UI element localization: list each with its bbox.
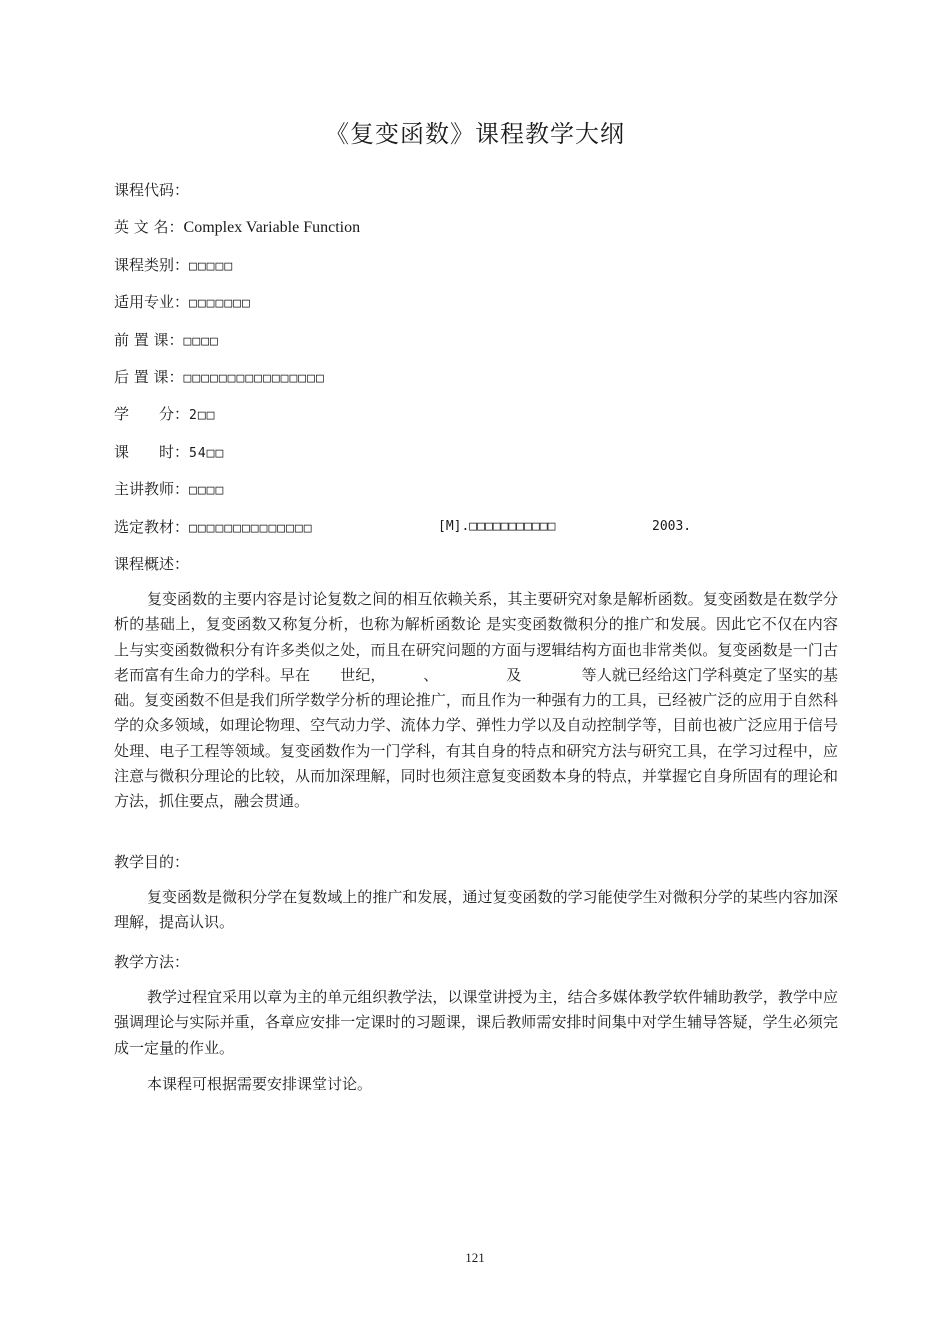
follow-up-field <box>114 366 325 390</box>
overview-paragraph: 复变函数的主要内容是讨论复数之间的相互依赖关系，其主要研究对象是解析函数。复变函数是在数学分析的基础上，复变函数又称复分析，也称为解析函数论 是实变函数微积分的推广和发展。因此它不仅在内容上与实变函数微积分有许多类似之处，而且在研究问题的方面与逻辑结构方面也非常类似。复变函数是一门古老而富有生命力的学科。早在 世纪， 、 及 等人就已经给这门学科奠定了坚实的基础。复变函数不但是我们所学数学分析的理论推广，而且作为一种强有力的工具，已经被广泛的应用于自然科学的众多领域，如理论物理、空气动力学、流体力学、弹性力学以及自动控制学等，目前也被广泛应用于信号处理、电子工程等领域。复变函数作为一门学科，有其自身的特点和研究方法与研究工具，在学习过程中，应注意与微积分理论的比较，从而加深理解，同时也须注意复变函数本身的特点，并掌握它自身所固有的理论和方法，抓住要点，融会贯通。 <box>114 590 838 811</box>
method-paragraph: 教学过程宜采用以章为主的单元组织教学法，以课堂讲授为主，结合多媒体教学软件辅助教学，教学中应强调理论与实际并重，各章应安排一定课时的习题课，课后教师需安排时间集中对学生辅导答疑，学生必须完成一定量的作业。 <box>114 988 838 1057</box>
textbook-value-publisher: [M].□□□□□□□□□□□ <box>438 519 556 534</box>
english-name-value: Complex Variable Function <box>183 219 361 236</box>
prerequisite-field <box>114 329 219 353</box>
class-hours-value: 54□□ <box>189 446 225 461</box>
prerequisite-label: 前 置 课： <box>114 331 184 349</box>
goal-paragraph: 复变函数是微积分学在复数域上的推广和发展，通过复变函数的学习能使学生对微积分学的某些内容加深理解，提高认识。 <box>114 888 838 932</box>
class-hours-label: 课 时： <box>114 443 190 461</box>
course-category-label: 课程类别： <box>114 256 190 274</box>
lecturer-field <box>114 478 224 502</box>
credit-field <box>114 403 216 427</box>
page-number: 121 <box>465 1250 485 1265</box>
discussion-paragraph: 本课程可根据需要安排课堂讨论。 <box>147 1075 373 1093</box>
follow-up-label: 后 置 课： <box>114 368 184 386</box>
textbook-value-author: □□□□□□□□□□□□□□ <box>189 521 313 536</box>
course-code-label: 课程代码： <box>114 181 190 199</box>
follow-up-value: □□□□□□□□□□□□□□□□ <box>183 371 325 386</box>
page-title: 《复变函数》课程教学大纲 <box>325 120 625 148</box>
class-hours-field <box>114 441 224 465</box>
applicable-major-label: 适用专业： <box>114 293 190 311</box>
method-heading: 教学方法： <box>114 953 190 971</box>
overview-heading: 课程概述： <box>114 555 190 573</box>
prerequisite-value: □□□□ <box>183 334 219 349</box>
course-category-field <box>114 254 233 278</box>
lecturer-value: □□□□ <box>189 483 225 498</box>
lecturer-label: 主讲教师： <box>114 480 190 498</box>
textbook-field <box>114 516 313 540</box>
applicable-major-value: □□□□□□□ <box>189 296 251 311</box>
course-category-value: □□□□□ <box>189 259 234 274</box>
english-name-field <box>114 216 360 239</box>
course-code-field <box>114 179 189 201</box>
textbook-value-year: 2003. <box>652 519 692 534</box>
credit-value: 2□□ <box>189 408 216 423</box>
textbook-label: 选定教材： <box>114 518 190 536</box>
goal-heading: 教学目的： <box>114 853 190 871</box>
applicable-major-field <box>114 291 251 315</box>
english-name-label: 英 文 名： <box>114 218 184 236</box>
credit-label: 学 分： <box>114 405 190 423</box>
